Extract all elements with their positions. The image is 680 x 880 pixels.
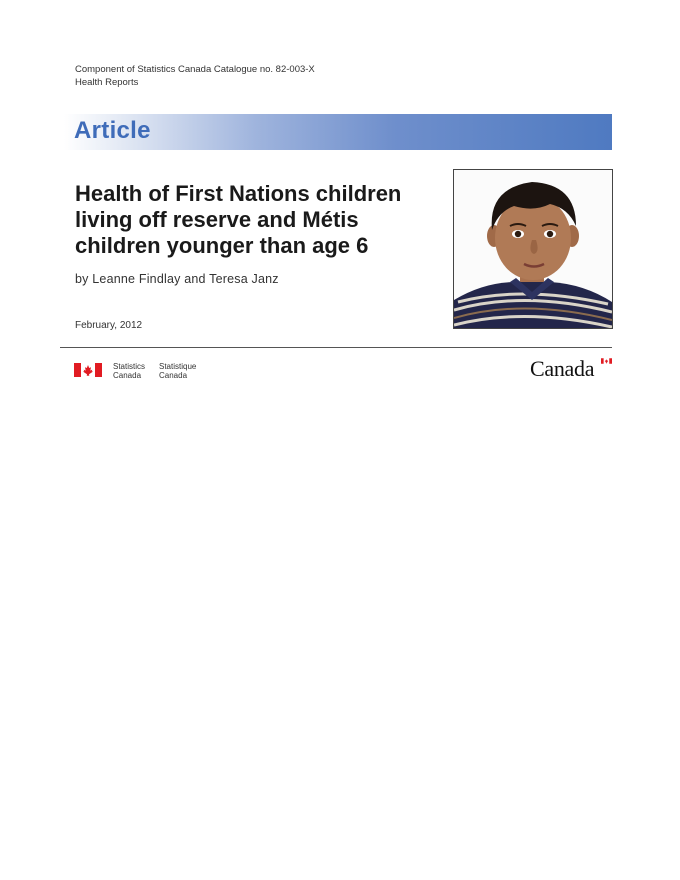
publication-date: February, 2012: [75, 320, 143, 331]
divider: [60, 347, 612, 348]
catalogue-number: Component of Statistics Canada Catalogue no. 82-003-X: [75, 64, 315, 75]
article-banner: [64, 114, 612, 150]
series-name: Health Reports: [75, 77, 139, 88]
agency-en-line1: Statistics: [113, 362, 146, 371]
statistique-canada-label: [159, 362, 196, 380]
agency-fr-line1: Statistique: [159, 362, 197, 371]
canada-flag-icon: [74, 363, 102, 377]
agency-fr-line2: Canada: [159, 371, 188, 380]
catalogue-info: [75, 63, 315, 89]
banner-label: Article: [74, 117, 151, 144]
article-authors: by Leanne Findlay and Teresa Janz: [75, 272, 279, 286]
statistics-canada-label: [113, 362, 145, 380]
article-title: Health of First Nations children living off reserve and Métis children younger than age 6: [75, 181, 402, 258]
child-portrait-image: [454, 170, 612, 328]
wordmark-flag-icon: [601, 358, 612, 364]
cover-photo: [453, 169, 613, 329]
canada-wordmark: Canada: [530, 356, 595, 381]
agency-en-line2: Canada: [113, 371, 142, 380]
